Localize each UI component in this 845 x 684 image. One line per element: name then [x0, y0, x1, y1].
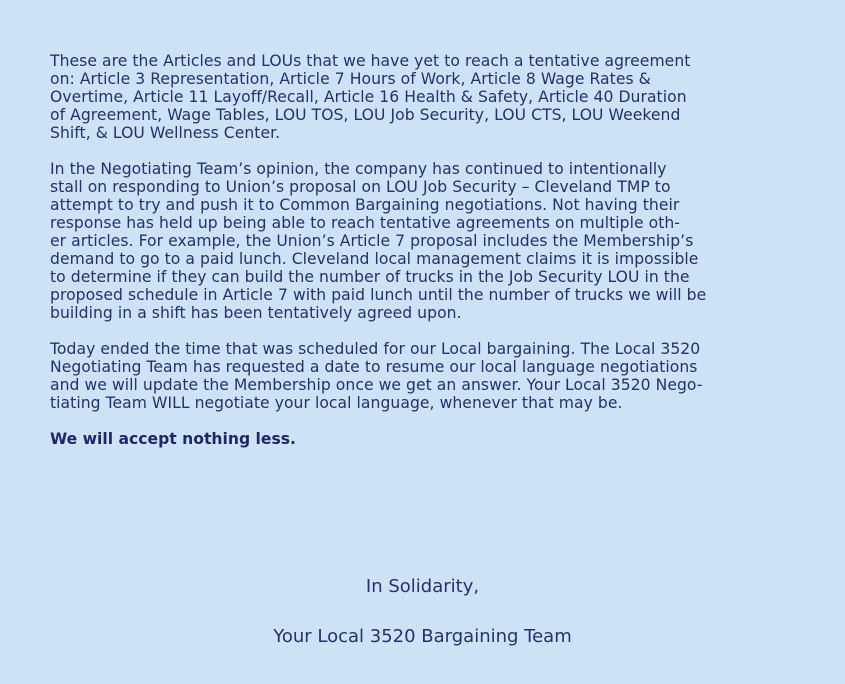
text-line: Overtime, Article 11 Layoff/Recall, Article 16 Health & Safety, Article 40 Duration — [50, 88, 687, 106]
emphasis-statement: We will accept nothing less. — [50, 430, 296, 448]
text-line: These are the Articles and LOUs that we have yet to reach a tentative agreement — [50, 52, 691, 70]
text-line: tiating Team WILL negotiate your local language, whenever that may be. — [50, 394, 623, 412]
text-line: Negotiating Team has requested a date to resume our local language negotiations — [50, 358, 698, 376]
paragraph-open-articles — [50, 52, 825, 142]
text-line: of Agreement, Wage Tables, LOU TOS, LOU Job Security, LOU CTS, LOU Weekend — [50, 106, 681, 124]
text-line: stall on responding to Union’s proposal on LOU Job Security – Cleveland TMP to — [50, 178, 671, 196]
paragraph-team-opinion — [50, 160, 825, 322]
text-line: and we will update the Membership once we get an answer. Your Local 3520 Nego- — [50, 376, 703, 394]
text-line: attempt to try and push it to Common Bargaining negotiations. Not having their — [50, 196, 680, 214]
paragraph-bargaining-update — [50, 340, 825, 412]
text-line: demand to go to a paid lunch. Cleveland local management claims it is impossible — [50, 250, 699, 268]
text-line: on: Article 3 Representation, Article 7 Hours of Work, Article 8 Wage Rates & — [50, 70, 651, 88]
text-line: response has held up being able to reach tentative agreements on multiple oth- — [50, 214, 680, 232]
text-line: Shift, & LOU Wellness Center. — [50, 124, 281, 142]
text-line: Today ended the time that was scheduled for our Local bargaining. The Local 3520 — [50, 340, 701, 358]
text-line: In the Negotiating Team’s opinion, the company has continued to intentionally — [50, 160, 667, 178]
closing-salutation: In Solidarity, — [365, 576, 480, 597]
text-line: er articles. For example, the Union’s Article 7 proposal includes the Membership’s — [50, 232, 694, 250]
text-line: proposed schedule in Article 7 with paid lunch until the number of trucks we will be — [50, 286, 707, 304]
text-line: building in a shift has been tentatively agreed upon. — [50, 304, 462, 322]
text-line: to determine if they can build the number of trucks in the Job Security LOU in the — [50, 268, 690, 286]
closing-signature: Your Local 3520 Bargaining Team — [273, 626, 572, 647]
